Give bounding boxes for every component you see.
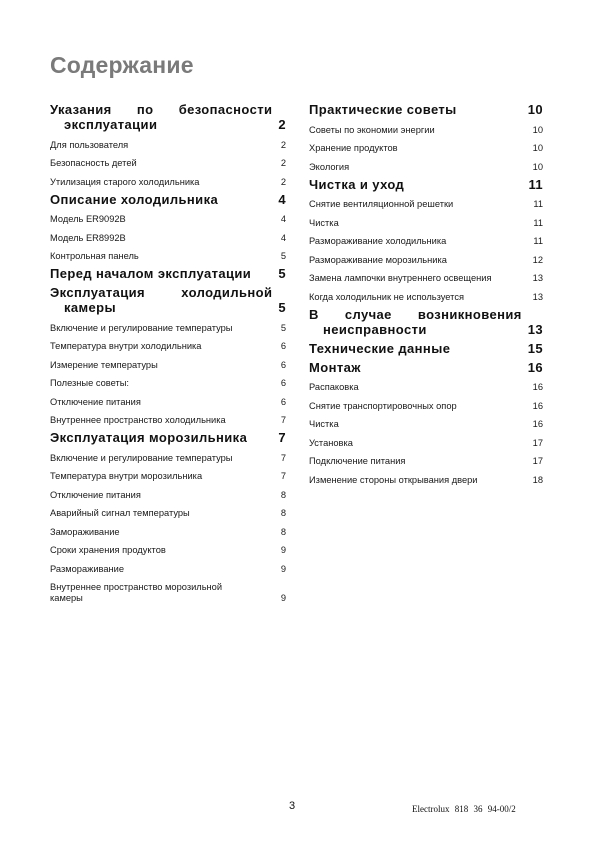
toc-title-text: Размораживание морозильника <box>309 254 447 265</box>
toc-item <box>50 177 286 188</box>
toc-title-text: Отключение питания <box>50 489 141 500</box>
toc-item-title <box>50 214 277 225</box>
toc-title-text: Модель ER9092B <box>50 214 126 224</box>
toc-page-number: 6 <box>280 396 286 407</box>
toc-item <box>50 341 286 352</box>
toc-item <box>50 527 286 538</box>
toc-page-number: 9 <box>280 563 286 574</box>
toc-page-number: 5 <box>280 251 286 261</box>
toc-title-text: Технические данные <box>309 340 451 356</box>
toc-item-title <box>50 415 277 426</box>
toc-item-title <box>50 323 277 334</box>
toc-item-title <box>309 456 529 467</box>
toc-heading-title <box>309 307 522 337</box>
toc-page-number: 6 <box>280 378 286 388</box>
toc-item-title <box>309 125 529 136</box>
toc-title-text: Указания по безопасности <box>50 102 273 117</box>
toc-title-text: Включение и регулирование температуры <box>50 322 233 333</box>
toc-page-number: 13 <box>527 321 543 337</box>
toc-item <box>50 323 286 334</box>
toc-title-text: Сроки хранения продуктов <box>50 545 166 555</box>
toc-item <box>50 453 286 464</box>
toc-heading <box>50 192 286 207</box>
toc-page-number: 5 <box>280 322 286 333</box>
toc-page-number: 16 <box>532 400 543 411</box>
toc-item <box>309 475 543 486</box>
toc-title-text: Полезные советы: <box>50 378 130 388</box>
toc-heading <box>309 307 543 337</box>
toc-heading <box>309 360 543 375</box>
toc-heading <box>309 102 543 117</box>
toc-item <box>50 564 286 575</box>
toc-page-number: 9 <box>280 593 286 603</box>
toc-page-number: 7 <box>280 452 286 463</box>
toc-item <box>50 397 286 408</box>
toc-page-number: 7 <box>280 415 286 425</box>
toc-heading <box>50 430 286 445</box>
toc-item <box>50 471 286 482</box>
toc-title-text: В случае возникновения <box>309 306 522 322</box>
toc-heading-title <box>309 102 522 117</box>
toc-page-number: 10 <box>532 161 543 172</box>
toc-page-number: 2 <box>280 139 286 150</box>
toc-page-number: 8 <box>280 526 286 537</box>
toc-item-title <box>50 251 277 262</box>
toc-item-title <box>50 527 277 538</box>
toc-item <box>50 360 286 371</box>
toc-item-title <box>309 236 529 247</box>
toc-title-text: Внутреннее пространство морозильной <box>50 582 223 592</box>
toc-page-number: 11 <box>533 236 543 246</box>
toc-item <box>309 255 543 266</box>
toc-item <box>50 140 286 151</box>
toc-title-text: Хранение продуктов <box>309 143 398 153</box>
toc-item <box>309 143 543 154</box>
toc-page-number: 18 <box>532 474 543 485</box>
page-number: 3 <box>289 800 296 812</box>
toc-title-text: Включение и регулирование температуры <box>50 452 233 463</box>
toc-heading-title <box>309 177 522 192</box>
toc-heading <box>50 102 286 132</box>
toc-title-text: Безопасность детей <box>50 158 137 168</box>
toc-page-number: 11 <box>533 199 543 209</box>
toc-item-title <box>309 438 529 449</box>
toc-title-text: Модель ER8992B <box>50 232 126 243</box>
toc-title-text: Температура внутри холодильника <box>50 341 202 351</box>
toc-item <box>309 218 543 229</box>
toc-heading-title <box>50 430 272 445</box>
toc-heading-title <box>50 285 272 315</box>
toc-page-number: 11 <box>528 176 543 192</box>
toc-item <box>309 162 543 173</box>
toc-title-text: Размораживание холодильника <box>309 236 447 246</box>
toc-heading <box>309 177 543 192</box>
toc-item <box>309 419 543 430</box>
toc-page-number: 10 <box>532 124 543 135</box>
toc-page-number: 2 <box>278 117 286 132</box>
toc-title-text: Эксплуатация морозильника <box>50 430 248 445</box>
toc-title-text: Чистка и уход <box>309 176 405 192</box>
toc-title-text: Практические советы <box>309 102 457 117</box>
toc-title-text: Для пользователя <box>50 139 129 150</box>
toc-item-title <box>309 419 529 430</box>
toc-title-text: Изменение стороны открывания двери <box>309 474 478 485</box>
page-title: Содержание <box>50 52 194 78</box>
toc-heading-title <box>50 102 272 132</box>
toc-page-number: 8 <box>280 489 286 500</box>
toc-item-title <box>309 199 529 210</box>
toc-page-number: 2 <box>280 158 286 168</box>
toc-item-title <box>309 292 529 303</box>
toc-item-title <box>309 162 529 173</box>
toc-page-number: 2 <box>280 176 286 187</box>
toc-item-title <box>50 453 277 464</box>
toc-title-text: Контрольная панель <box>50 251 139 261</box>
toc-title-text: Утилизация старого холодильника <box>50 176 200 187</box>
toc-title-text: Замена лампочки внутреннего освещения <box>309 273 492 283</box>
toc-title-text: Измерение температуры <box>50 359 158 370</box>
toc-item-title <box>50 233 277 244</box>
toc-item <box>309 456 543 467</box>
toc-page-number: 10 <box>532 143 543 153</box>
toc-item-title <box>50 508 277 519</box>
toc-page-number: 16 <box>532 419 543 429</box>
toc-item-title <box>50 360 277 371</box>
toc-title-continuation: камеры <box>64 300 117 315</box>
toc-item <box>309 401 543 412</box>
toc-item <box>50 233 286 244</box>
toc-left-column <box>50 102 286 604</box>
toc-page-number: 9 <box>280 545 286 555</box>
toc-title-text: Описание холодильника <box>50 191 219 207</box>
toc-right-column <box>309 102 543 486</box>
toc-title-text: Чистка <box>309 217 339 228</box>
toc-heading <box>50 266 286 281</box>
toc-title-text: Когда холодильник не используется <box>309 291 465 302</box>
toc-title-text: Перед началом эксплуатации <box>50 266 252 281</box>
toc-title-text: Монтаж <box>309 359 361 375</box>
toc-item-title <box>50 471 277 482</box>
toc-item <box>309 125 543 136</box>
toc-item-title <box>309 401 529 412</box>
toc-title-text: Эксплуатация холодильной <box>50 285 273 300</box>
toc-item <box>50 582 286 604</box>
toc-page-number: 13 <box>532 273 543 283</box>
toc-item <box>309 273 543 284</box>
toc-page-number: 16 <box>527 359 543 375</box>
toc-title-text: Отключение питания <box>50 396 141 407</box>
toc-page-number: 15 <box>527 340 543 356</box>
toc-page-number: 6 <box>280 359 286 370</box>
toc-item-title <box>50 158 277 169</box>
toc-item <box>50 490 286 501</box>
toc-title-text: Внутреннее пространство холодильника <box>50 415 226 425</box>
toc-item-title <box>50 341 277 352</box>
toc-page-number: 7 <box>280 471 286 481</box>
toc-page-number: 5 <box>278 300 286 315</box>
toc-page-number: 5 <box>278 266 286 281</box>
toc-item <box>50 214 286 225</box>
toc-item-title <box>309 475 529 486</box>
toc-page-number: 10 <box>527 102 543 117</box>
toc-title-text: Распаковка <box>309 382 359 392</box>
toc-item <box>309 292 543 303</box>
toc-item <box>309 199 543 210</box>
toc-title-text: Чистка <box>309 419 339 429</box>
toc-item <box>50 545 286 556</box>
toc-item-title <box>50 397 277 408</box>
toc-page-number: 16 <box>532 382 543 392</box>
toc-page-number: 4 <box>278 191 286 207</box>
toc-heading-title <box>309 360 522 375</box>
toc-title-text: Подключение питания <box>309 456 406 466</box>
toc-title-continuation: эксплуатации <box>64 117 158 132</box>
toc-item-title <box>50 564 277 575</box>
toc-item <box>50 508 286 519</box>
toc-item <box>309 382 543 393</box>
toc-item <box>50 251 286 262</box>
toc-title-text: Снятие вентиляционной решетки <box>309 199 454 209</box>
toc-title-text: Советы по экономии энергии <box>309 124 435 135</box>
toc-item-title <box>50 545 277 556</box>
toc-heading <box>50 285 286 315</box>
toc-title-text: Размораживание <box>50 563 125 574</box>
toc-item-title <box>50 177 277 188</box>
toc-page-number: 11 <box>533 217 543 228</box>
document-code: Electrolux 818 36 94-00/2 <box>412 804 516 814</box>
toc-heading <box>309 341 543 356</box>
toc-heading-title <box>50 192 272 207</box>
toc-item-title <box>309 218 529 229</box>
toc-page-number: 6 <box>280 341 286 351</box>
toc-item <box>50 415 286 426</box>
toc-title-text: Аварийный сигнал температуры <box>50 508 190 518</box>
toc-item-title <box>50 378 277 389</box>
toc-item-title <box>50 582 277 604</box>
toc-item-title <box>50 140 277 151</box>
toc-page-number: 12 <box>532 254 543 265</box>
toc-page-number: 7 <box>278 430 286 445</box>
toc-page-number: 13 <box>532 291 543 302</box>
toc-item <box>50 158 286 169</box>
toc-page-number: 4 <box>280 214 286 224</box>
toc-heading-title <box>309 341 522 356</box>
toc-page-number: 17 <box>532 456 543 466</box>
toc-title-text: Снятие транспортировочных опор <box>309 400 457 411</box>
toc-title-text: Температура внутри морозильника <box>50 471 203 481</box>
toc-title-text: Установка <box>309 437 353 448</box>
toc-title-continuation: камеры <box>50 593 83 603</box>
toc-item <box>50 378 286 389</box>
toc-heading-title <box>50 266 272 281</box>
toc-title-text: Экология <box>309 161 350 172</box>
toc-page-number: 17 <box>532 437 543 448</box>
toc-title-continuation: неисправности <box>323 321 427 337</box>
toc-item <box>309 236 543 247</box>
toc-item <box>309 438 543 449</box>
toc-item-title <box>309 382 529 393</box>
toc-page-number: 8 <box>280 508 286 518</box>
toc-item-title <box>309 143 529 154</box>
toc-item-title <box>309 273 529 284</box>
toc-page-number: 4 <box>280 232 286 243</box>
toc-title-text: Замораживание <box>50 526 120 537</box>
toc-item-title <box>50 490 277 501</box>
toc-item-title <box>309 255 529 266</box>
